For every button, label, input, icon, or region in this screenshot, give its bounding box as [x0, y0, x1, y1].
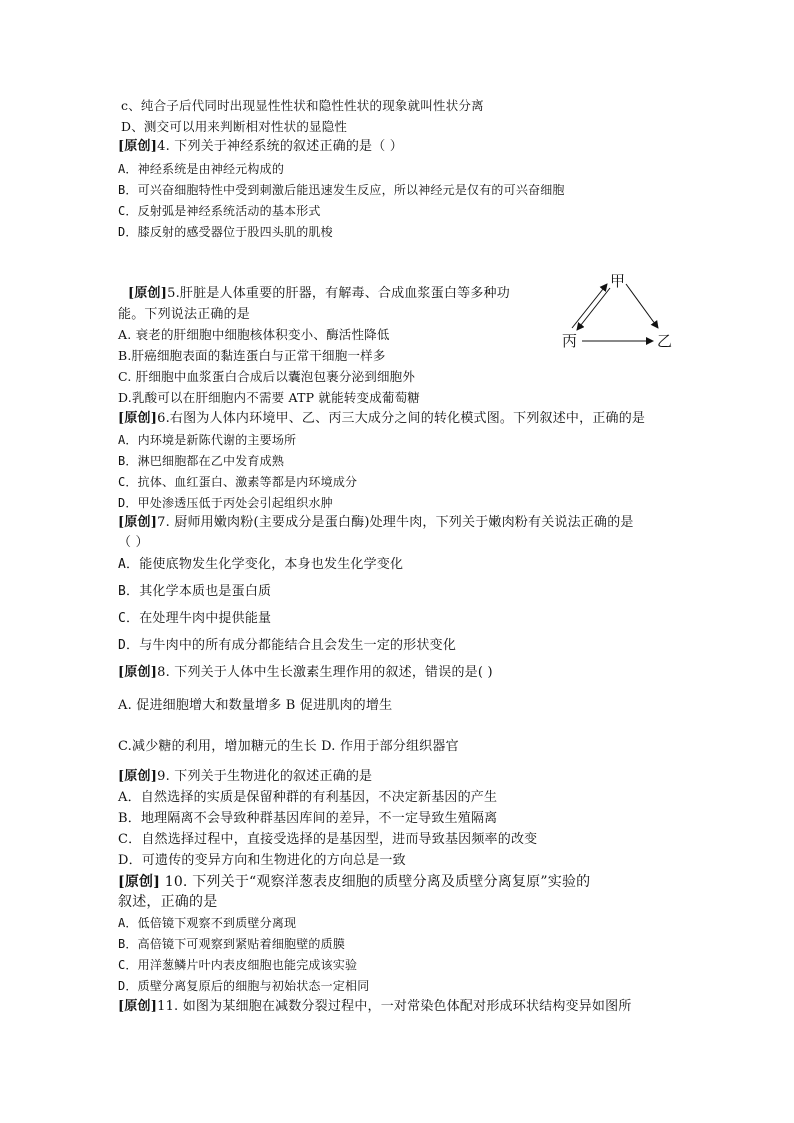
option-b-q5: B.肝癌细胞表面的黏连蛋白与正常干细胞一样多: [118, 348, 386, 363]
label-yi: 乙: [657, 332, 673, 350]
option-c-q4: C．反射弧是神经系统活动的基本形式: [118, 204, 321, 218]
original-tag: [原创]: [118, 999, 158, 1014]
question-11-stem: [118, 999, 632, 1015]
option-b-q6: B．淋巴细胞都在乙中发育成熟: [118, 454, 285, 468]
question-8-stem: [118, 665, 493, 681]
question-text: 5.肝脏是人体重要的肝器，有解毒、合成血浆蛋白等多种功: [167, 286, 510, 301]
original-tag: [原创]: [118, 515, 158, 530]
question-10-stem-line1: [118, 874, 590, 890]
option-a-q6: A．内环境是新陈代谢的主要场所: [118, 433, 297, 447]
options-cd-q8: C.减少糖的利用，增加糖元的生长 D. 作用于部分组织器官: [118, 739, 459, 754]
question-5-stem-line1: [128, 286, 510, 302]
original-tag: [原创]: [118, 769, 158, 784]
question-text: 4. 下列关于神经系统的叙述正确的是（ ）: [157, 139, 403, 154]
question-text: 8. 下列关于人体中生长激素生理作用的叙述，错误的是( ): [157, 665, 493, 680]
arrow-bing-to-jia: [572, 284, 607, 328]
question-text: 7. 厨师用嫩肉粉(主要成分是蛋白酶)处理牛肉，下列关于嫩肉粉有关说法正确的是: [157, 515, 634, 530]
label-jia: 甲: [610, 272, 626, 290]
original-tag: [原创]: [118, 874, 161, 890]
option-c-q6: C．抗体、血红蛋白、激素等都是内环境成分: [118, 475, 358, 489]
option-b-q9: B．地理隔离不会导致种群基因库间的差异，不一定导致生殖隔离: [118, 811, 498, 826]
question-text: 10. 下列关于“观察洋葱表皮细胞的质壁分离及质壁分离复原”实验的: [160, 874, 591, 890]
question-6-stem: [118, 411, 645, 427]
question-9-stem: [118, 769, 372, 785]
original-tag: [原创]: [118, 411, 158, 426]
option-a-q10: A．低倍镜下观察不到质壁分离现: [118, 916, 297, 930]
question-10-stem-line2: 叙述，正确的是: [118, 894, 218, 910]
option-d-q4: D．膝反射的感受器位于股四头肌的肌梭: [118, 225, 333, 239]
question-text: 11. 如图为某细胞在减数分裂过程中，一对常染色体配对形成环状结构变异如图所: [157, 999, 632, 1014]
option-d-q7: D．与牛肉中的所有成分都能结合且会发生一定的形状变化: [118, 638, 457, 653]
option-c-q9: C．自然选择过程中，直接受选择的是基因型，进而导致基因频率的改变: [118, 832, 538, 847]
option-c-q3: c、纯合子后代同时出现显性性状和隐性性状的现象就叫性状分离: [121, 98, 484, 113]
question-5-stem-line2: 能。下列说法正确的是: [118, 307, 251, 322]
option-b-q10: B．高倍镜下可观察到紧贴着细胞壁的质膜: [118, 937, 346, 951]
question-text: 6.右图为人体内环境甲、乙、丙三大成分之间的转化模式图。下列叙述中，正确的是: [157, 411, 646, 426]
option-d-q9: D．可遗传的变异方向和生物进化的方向总是一致: [118, 853, 406, 868]
arrow-jia-to-bing: [577, 288, 610, 330]
options-ab-q8: A. 促进细胞增大和数量增多 B 促进肌肉的增生: [118, 698, 393, 713]
option-b-q4: B．可兴奋细胞特性中受到刺激后能迅速发生反应，所以神经元是仅有的可兴奋细胞: [118, 183, 565, 197]
option-a-q9: A．自然选择的实质是保留种群的有利基因，不决定新基因的产生: [118, 790, 498, 805]
option-a-q4: A．神经系统是由神经元构成的: [118, 162, 285, 176]
option-d-q3: D、测交可以用来判断相对性状的显隐性: [121, 119, 348, 134]
option-b-q7: B．其化学本质也是蛋白质: [118, 584, 272, 599]
answer-paren-q7: （ ）: [118, 535, 149, 550]
label-bing: 丙: [562, 332, 578, 350]
question-4-stem: [118, 139, 403, 155]
option-c-q7: C．在处理牛肉中提供能量: [118, 611, 272, 626]
original-tag: [原创]: [118, 665, 158, 680]
question-text: 9. 下列关于生物进化的叙述正确的是: [157, 769, 373, 784]
original-tag: [原创]: [118, 139, 158, 154]
option-c-q10: C．用洋葱鳞片叶内表皮细胞也能完成该实验: [118, 958, 358, 972]
option-c-q5: C. 肝细胞中血浆蛋白合成后以囊泡包裹分泌到细胞外: [118, 369, 416, 384]
arrow-jia-to-yi: [626, 284, 658, 328]
option-a-q5: A. 衰老的肝细胞中细胞核体积变小、酶活性降低: [118, 327, 390, 342]
option-d-q10: D．质壁分离复原后的细胞与初始状态一定相同: [118, 979, 370, 993]
question-7-stem: [118, 515, 634, 531]
option-d-q6: D．甲处渗透压低于丙处会引起组织水肿: [118, 496, 333, 510]
original-tag: [原创]: [128, 286, 168, 301]
option-a-q7: A．能使底物发生化学变化，本身也发生化学变化: [118, 557, 404, 572]
option-d-q5: D.乳酸可以在肝细胞内不需要 ATP 就能转变成葡萄糖: [118, 390, 420, 405]
body-fluid-diagram: [560, 270, 680, 355]
